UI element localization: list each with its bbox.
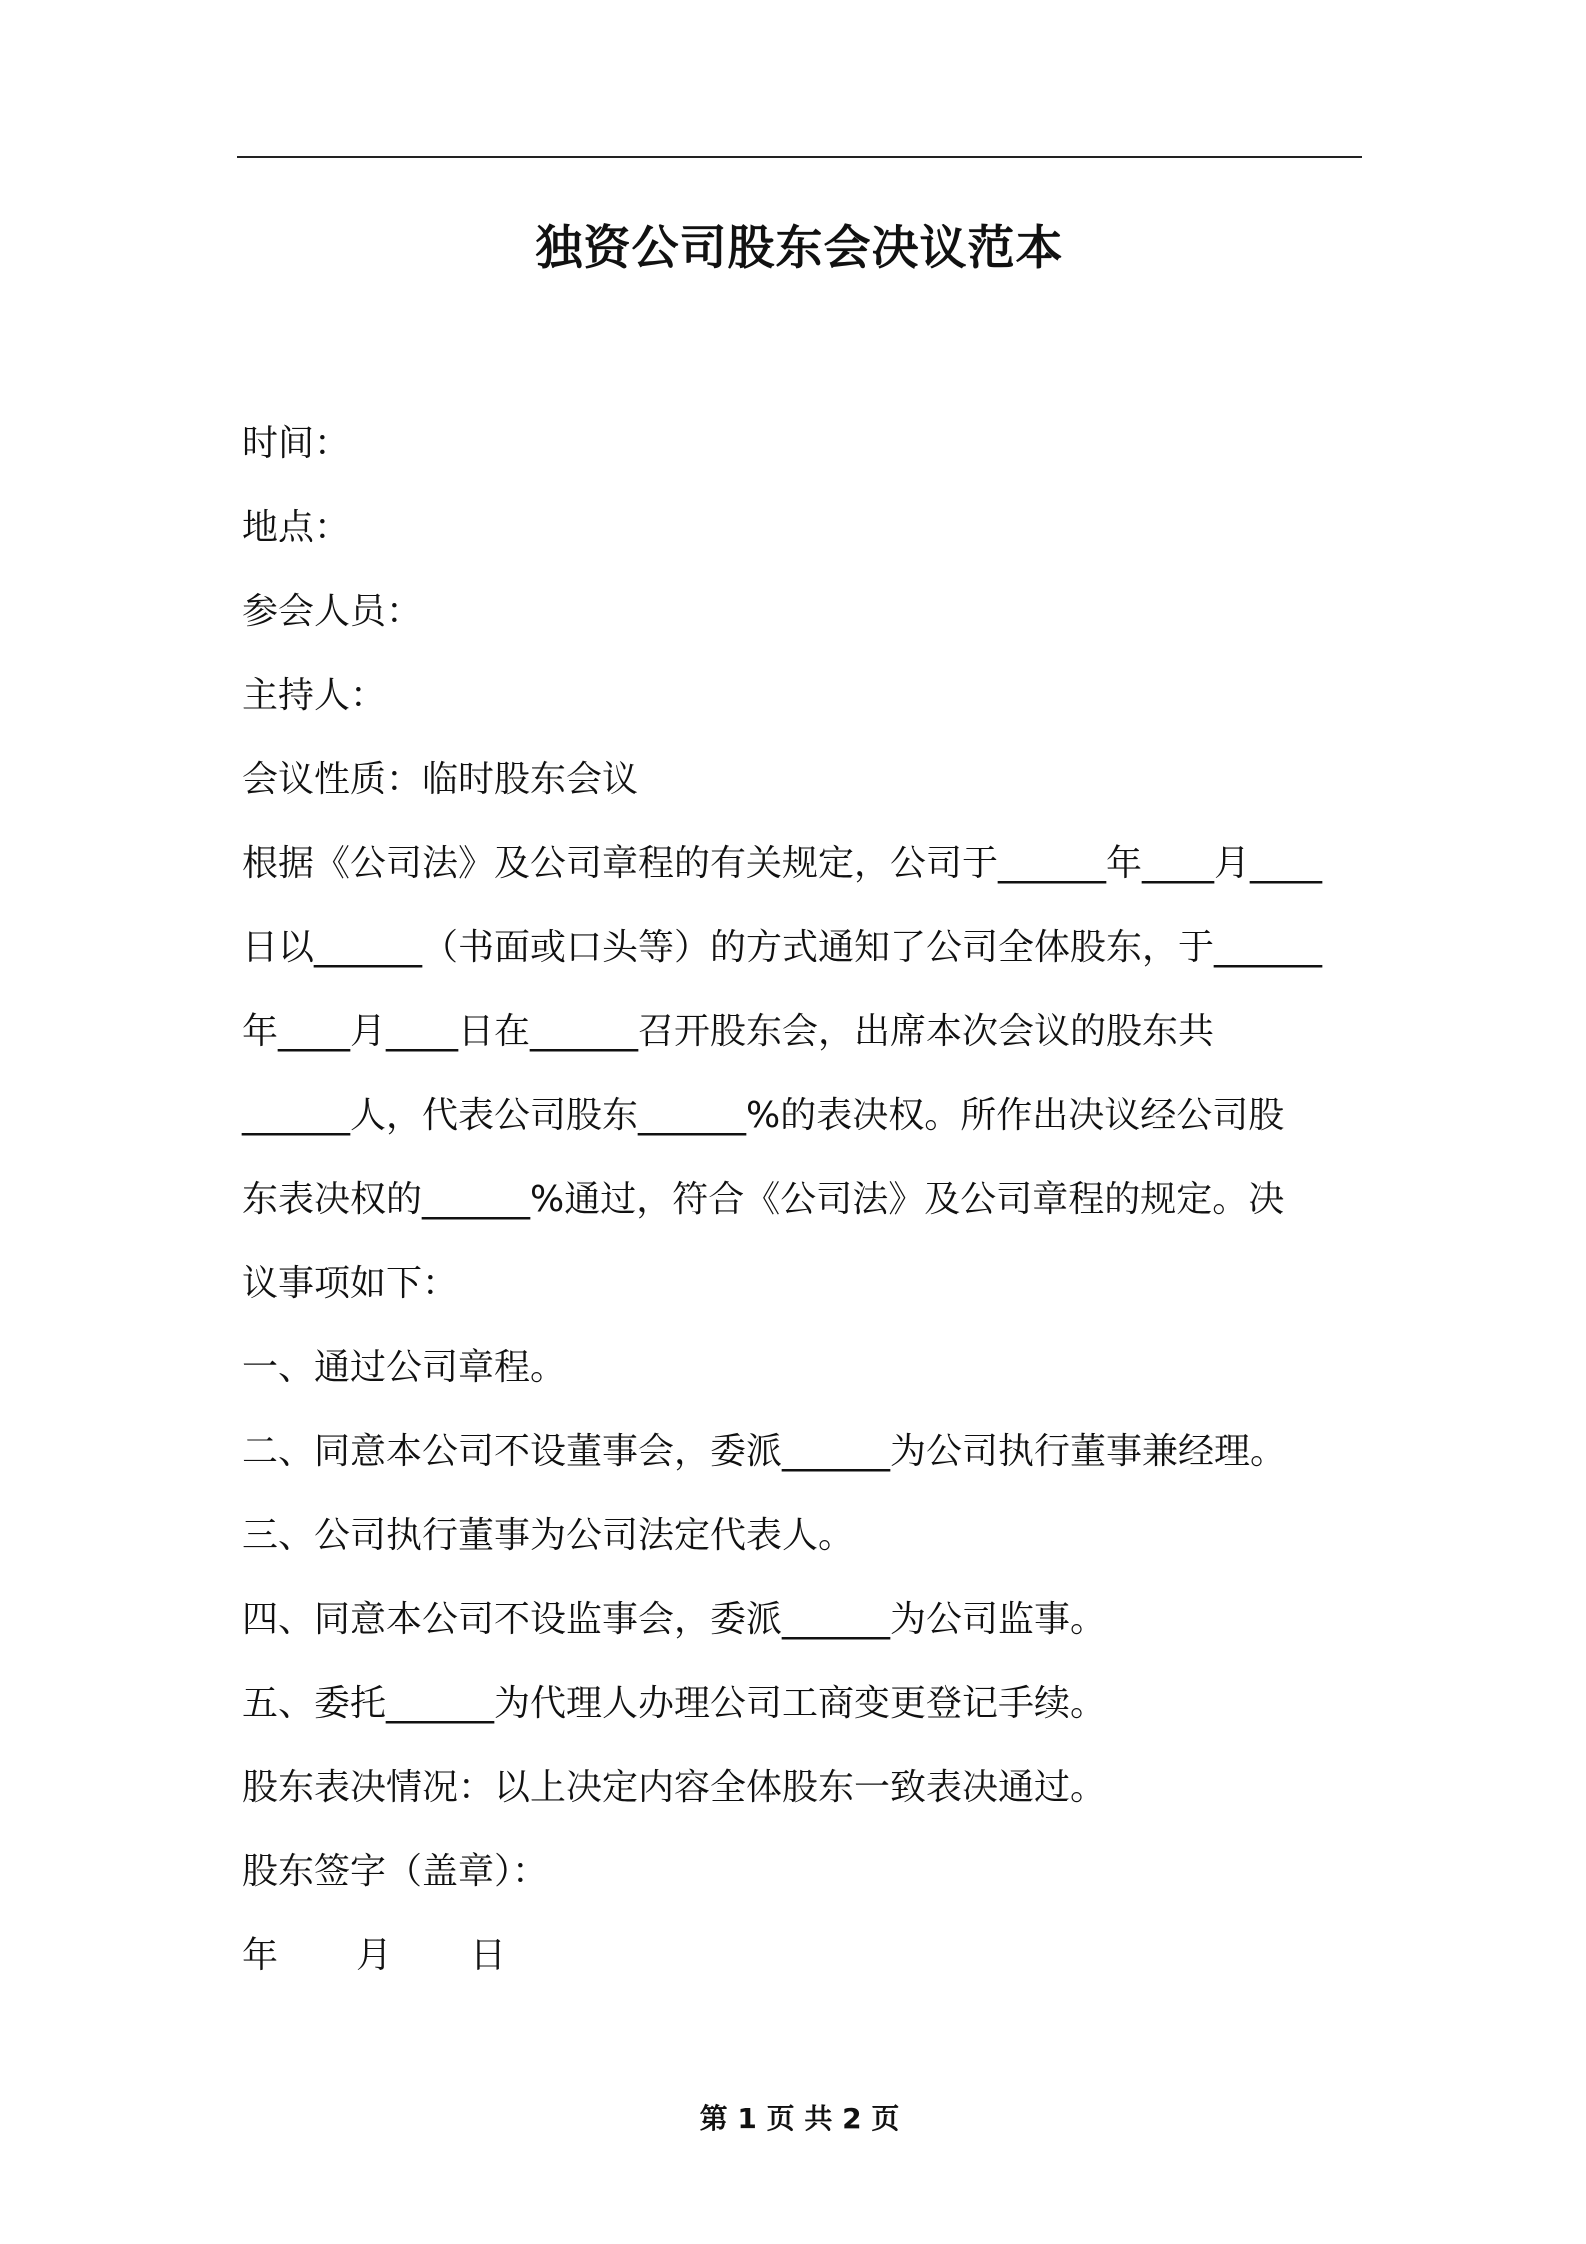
resolution-item: 五、委托______为代理人办理公司工商变更登记手续。 [242,1683,1107,1724]
field-time: 时间： [242,423,351,464]
field-place: 地点： [242,507,351,548]
vote-status: 股东表决情况：以上决定内容全体股东一致表决通过。 [242,1767,1107,1808]
intro-line: 议事项如下： [242,1263,459,1304]
document-body [242,402,1362,1998]
field-meeting-nature: 会议性质：临时股东会议 [242,759,639,800]
resolution-item: 四、同意本公司不设监事会，委派______为公司监事。 [242,1599,1107,1640]
header-rule [237,156,1362,158]
field-attendees: 参会人员： [242,591,423,632]
resolution-item: 二、同意本公司不设董事会，委派______为公司执行董事兼经理。 [242,1431,1287,1472]
intro-line: ______人，代表公司股东______%的表决权。所作出决议经公司股 [242,1095,1285,1136]
intro-line: 根据《公司法》及公司章程的有关规定，公司于______年____月____ [242,843,1323,884]
date-day: 日 [470,1935,507,1976]
document-title: 独资公司股东会决议范本 [535,221,1064,276]
field-host: 主持人： [242,675,387,716]
page-footer: 第 1 页 共 2 页 [699,2102,900,2135]
date-line [242,1914,1362,1998]
signature-label: 股东签字（盖章）： [242,1851,549,1892]
intro-line: 日以______（书面或口头等）的方式通知了公司全体股东，于______ [242,927,1323,968]
date-month: 月 [356,1935,393,1976]
date-year: 年 [242,1935,279,1976]
resolution-item: 三、公司执行董事为公司法定代表人。 [242,1515,855,1556]
intro-line: 东表决权的______%通过，符合《公司法》及公司章程的规定。决 [242,1179,1285,1220]
resolution-item: 一、通过公司章程。 [242,1347,567,1388]
intro-line: 年____月____日在______召开股东会，出席本次会议的股东共 [242,1011,1215,1052]
